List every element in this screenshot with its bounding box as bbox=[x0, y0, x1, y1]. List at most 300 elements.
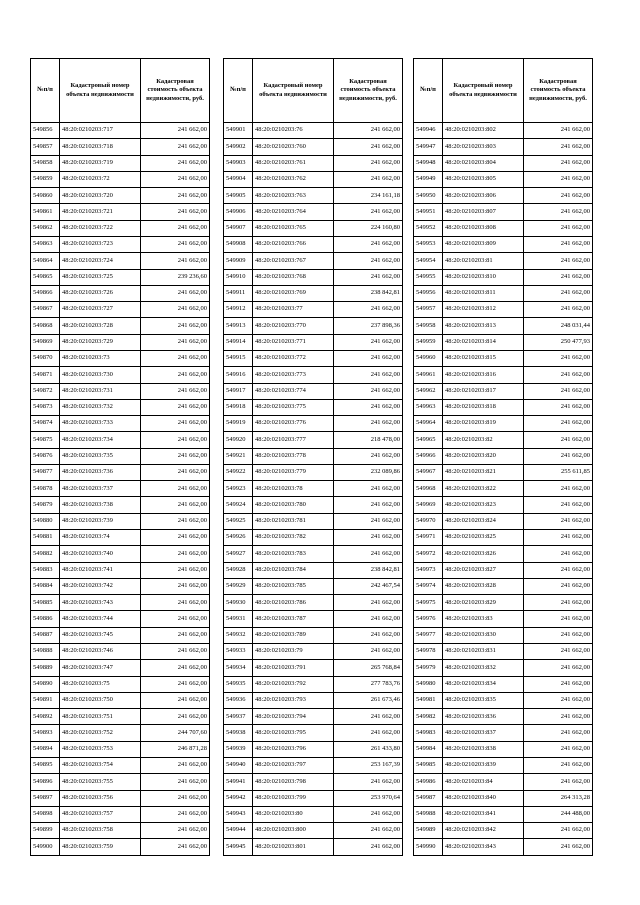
cadastral-number: 48:20:0210203:841 bbox=[443, 806, 524, 822]
cadastral-value: 238 842,81 bbox=[334, 562, 403, 578]
row-number: 549868 bbox=[31, 318, 60, 334]
row-number: 549926 bbox=[224, 530, 253, 546]
row-number: 549983 bbox=[414, 725, 443, 741]
row-number: 549937 bbox=[224, 709, 253, 725]
table-header-row bbox=[31, 59, 210, 123]
row-number: 549927 bbox=[224, 546, 253, 562]
table-row bbox=[224, 806, 403, 822]
row-number: 549986 bbox=[414, 774, 443, 790]
table-row bbox=[31, 481, 210, 497]
cadastral-number: 48:20:0210203:753 bbox=[60, 741, 141, 757]
row-number: 549916 bbox=[224, 367, 253, 383]
cadastral-number: 48:20:0210203:835 bbox=[443, 692, 524, 708]
row-number: 549904 bbox=[224, 171, 253, 187]
table-row bbox=[224, 155, 403, 171]
cadastral-value: 241 662,00 bbox=[141, 757, 210, 773]
cadastral-value: 241 662,00 bbox=[334, 644, 403, 660]
cadastral-number: 48:20:0210203:717 bbox=[60, 123, 141, 139]
cadastral-number: 48:20:0210203:808 bbox=[443, 220, 524, 236]
row-number: 549945 bbox=[224, 839, 253, 855]
cadastral-value: 241 662,00 bbox=[141, 302, 210, 318]
table-row bbox=[414, 188, 593, 204]
cadastral-value: 241 662,00 bbox=[524, 285, 593, 301]
cadastral-number: 48:20:0210203:813 bbox=[443, 318, 524, 334]
table-row bbox=[414, 481, 593, 497]
cadastral-value: 241 662,00 bbox=[524, 627, 593, 643]
table-row bbox=[31, 302, 210, 318]
cadastral-value: 241 662,00 bbox=[141, 236, 210, 252]
row-number: 549929 bbox=[224, 578, 253, 594]
row-number: 549976 bbox=[414, 611, 443, 627]
cadastral-table-3 bbox=[413, 58, 593, 856]
table-row bbox=[224, 269, 403, 285]
cadastral-value: 241 662,00 bbox=[334, 123, 403, 139]
cadastral-value: 241 662,00 bbox=[334, 709, 403, 725]
table-row bbox=[31, 839, 210, 855]
cadastral-number: 48:20:0210203:814 bbox=[443, 334, 524, 350]
row-number: 549857 bbox=[31, 139, 60, 155]
cadastral-value: 241 662,00 bbox=[141, 644, 210, 660]
cadastral-number: 48:20:0210203:759 bbox=[60, 839, 141, 855]
table-row bbox=[224, 139, 403, 155]
cadastral-number: 48:20:0210203:722 bbox=[60, 220, 141, 236]
row-number: 549881 bbox=[31, 530, 60, 546]
row-number: 549864 bbox=[31, 253, 60, 269]
cadastral-value: 241 662,00 bbox=[334, 269, 403, 285]
row-number: 549913 bbox=[224, 318, 253, 334]
header-cadastral-number: Кадастровый номер объекта недвижимости bbox=[443, 59, 524, 123]
table-row bbox=[414, 530, 593, 546]
row-number: 549990 bbox=[414, 839, 443, 855]
cadastral-number: 48:20:0210203:721 bbox=[60, 204, 141, 220]
row-number: 549877 bbox=[31, 464, 60, 480]
row-number: 549965 bbox=[414, 432, 443, 448]
cadastral-number: 48:20:0210203:803 bbox=[443, 139, 524, 155]
cadastral-number: 48:20:0210203:781 bbox=[253, 513, 334, 529]
table-row bbox=[414, 350, 593, 366]
table-row bbox=[414, 448, 593, 464]
cadastral-value: 241 662,00 bbox=[141, 530, 210, 546]
cadastral-number: 48:20:0210203:806 bbox=[443, 188, 524, 204]
cadastral-value: 241 662,00 bbox=[141, 416, 210, 432]
row-number: 549867 bbox=[31, 302, 60, 318]
cadastral-value: 241 662,00 bbox=[524, 611, 593, 627]
table-row bbox=[414, 595, 593, 611]
cadastral-value: 241 662,00 bbox=[524, 546, 593, 562]
row-number: 549951 bbox=[414, 204, 443, 220]
table-row bbox=[414, 790, 593, 806]
cadastral-value: 241 662,00 bbox=[141, 123, 210, 139]
header-cadastral-value: Кадастровая стоимость объекта недвижимости, руб. bbox=[334, 59, 403, 123]
row-number: 549972 bbox=[414, 546, 443, 562]
table-row bbox=[414, 660, 593, 676]
cadastral-value: 241 662,00 bbox=[141, 497, 210, 513]
row-number: 549935 bbox=[224, 676, 253, 692]
cadastral-number: 48:20:0210203:807 bbox=[443, 204, 524, 220]
table-row bbox=[31, 611, 210, 627]
cadastral-number: 48:20:0210203:730 bbox=[60, 367, 141, 383]
table-row bbox=[31, 725, 210, 741]
cadastral-value: 241 662,00 bbox=[524, 399, 593, 415]
cadastral-value: 238 842,81 bbox=[334, 285, 403, 301]
row-number: 549873 bbox=[31, 399, 60, 415]
row-number: 549955 bbox=[414, 269, 443, 285]
row-number: 549947 bbox=[414, 139, 443, 155]
cadastral-number: 48:20:0210203:724 bbox=[60, 253, 141, 269]
cadastral-number: 48:20:0210203:73 bbox=[60, 350, 141, 366]
table-row bbox=[224, 530, 403, 546]
cadastral-number: 48:20:0210203:801 bbox=[253, 839, 334, 855]
cadastral-value: 241 662,00 bbox=[524, 562, 593, 578]
table-row bbox=[31, 676, 210, 692]
cadastral-value: 241 662,00 bbox=[524, 481, 593, 497]
table-row bbox=[31, 595, 210, 611]
row-number: 549982 bbox=[414, 709, 443, 725]
cadastral-number: 48:20:0210203:718 bbox=[60, 139, 141, 155]
row-number: 549893 bbox=[31, 725, 60, 741]
row-number: 549959 bbox=[414, 334, 443, 350]
cadastral-number: 48:20:0210203:799 bbox=[253, 790, 334, 806]
row-number: 549914 bbox=[224, 334, 253, 350]
cadastral-number: 48:20:0210203:779 bbox=[253, 464, 334, 480]
table-row bbox=[224, 350, 403, 366]
table-row bbox=[224, 595, 403, 611]
row-number: 549909 bbox=[224, 253, 253, 269]
cadastral-value: 241 662,00 bbox=[141, 660, 210, 676]
table-row bbox=[224, 741, 403, 757]
table-row bbox=[224, 578, 403, 594]
cadastral-number: 48:20:0210203:83 bbox=[443, 611, 524, 627]
row-number: 549906 bbox=[224, 204, 253, 220]
table-row bbox=[31, 774, 210, 790]
cadastral-value: 241 662,00 bbox=[141, 595, 210, 611]
row-number: 549870 bbox=[31, 350, 60, 366]
row-number: 549865 bbox=[31, 269, 60, 285]
cadastral-number: 48:20:0210203:769 bbox=[253, 285, 334, 301]
cadastral-value: 246 871,28 bbox=[141, 741, 210, 757]
row-number: 549941 bbox=[224, 774, 253, 790]
cadastral-number: 48:20:0210203:719 bbox=[60, 155, 141, 171]
cadastral-number: 48:20:0210203:772 bbox=[253, 350, 334, 366]
cadastral-value: 241 662,00 bbox=[334, 725, 403, 741]
table-row bbox=[31, 334, 210, 350]
row-number: 549940 bbox=[224, 757, 253, 773]
cadastral-value: 241 662,00 bbox=[141, 790, 210, 806]
row-number: 549869 bbox=[31, 334, 60, 350]
cadastral-value: 241 662,00 bbox=[524, 204, 593, 220]
cadastral-value: 241 662,00 bbox=[141, 367, 210, 383]
cadastral-number: 48:20:0210203:783 bbox=[253, 546, 334, 562]
cadastral-value: 241 662,00 bbox=[524, 432, 593, 448]
cadastral-value: 241 662,00 bbox=[524, 595, 593, 611]
row-number: 549912 bbox=[224, 302, 253, 318]
table-row bbox=[224, 823, 403, 839]
cadastral-value: 241 662,00 bbox=[141, 464, 210, 480]
cadastral-number: 48:20:0210203:820 bbox=[443, 448, 524, 464]
cadastral-number: 48:20:0210203:791 bbox=[253, 660, 334, 676]
cadastral-number: 48:20:0210203:828 bbox=[443, 578, 524, 594]
cadastral-value: 241 662,00 bbox=[141, 578, 210, 594]
cadastral-value: 241 662,00 bbox=[334, 546, 403, 562]
cadastral-number: 48:20:0210203:798 bbox=[253, 774, 334, 790]
table-row bbox=[31, 464, 210, 480]
table-row bbox=[31, 790, 210, 806]
cadastral-value: 241 662,00 bbox=[334, 399, 403, 415]
table-row bbox=[224, 334, 403, 350]
row-number: 549977 bbox=[414, 627, 443, 643]
cadastral-value: 241 662,00 bbox=[524, 725, 593, 741]
cadastral-value: 241 662,00 bbox=[334, 383, 403, 399]
row-number: 549958 bbox=[414, 318, 443, 334]
cadastral-number: 48:20:0210203:762 bbox=[253, 171, 334, 187]
cadastral-number: 48:20:0210203:746 bbox=[60, 644, 141, 660]
row-number: 549979 bbox=[414, 660, 443, 676]
cadastral-number: 48:20:0210203:795 bbox=[253, 725, 334, 741]
row-number: 549872 bbox=[31, 383, 60, 399]
cadastral-number: 48:20:0210203:774 bbox=[253, 383, 334, 399]
cadastral-value: 241 662,00 bbox=[334, 595, 403, 611]
table-row bbox=[414, 806, 593, 822]
row-number: 549954 bbox=[414, 253, 443, 269]
cadastral-value: 241 662,00 bbox=[141, 350, 210, 366]
table-row bbox=[31, 350, 210, 366]
header-number: №п/п bbox=[31, 59, 60, 123]
table-row bbox=[414, 383, 593, 399]
cadastral-value: 241 662,00 bbox=[334, 530, 403, 546]
row-number: 549930 bbox=[224, 595, 253, 611]
table-row bbox=[31, 204, 210, 220]
cadastral-number: 48:20:0210203:812 bbox=[443, 302, 524, 318]
cadastral-number: 48:20:0210203:731 bbox=[60, 383, 141, 399]
cadastral-number: 48:20:0210203:829 bbox=[443, 595, 524, 611]
row-number: 549978 bbox=[414, 644, 443, 660]
table-row bbox=[31, 660, 210, 676]
row-number: 549901 bbox=[224, 123, 253, 139]
cadastral-number: 48:20:0210203:825 bbox=[443, 530, 524, 546]
table-row bbox=[414, 220, 593, 236]
row-number: 549903 bbox=[224, 155, 253, 171]
cadastral-value: 241 662,00 bbox=[524, 497, 593, 513]
cadastral-value: 265 768,84 bbox=[334, 660, 403, 676]
table-row bbox=[224, 123, 403, 139]
cadastral-number: 48:20:0210203:752 bbox=[60, 725, 141, 741]
row-number: 549861 bbox=[31, 204, 60, 220]
cadastral-value: 241 662,00 bbox=[334, 302, 403, 318]
table-row bbox=[414, 171, 593, 187]
row-number: 549888 bbox=[31, 644, 60, 660]
cadastral-number: 48:20:0210203:727 bbox=[60, 302, 141, 318]
cadastral-number: 48:20:0210203:725 bbox=[60, 269, 141, 285]
cadastral-number: 48:20:0210203:732 bbox=[60, 399, 141, 415]
cadastral-value: 241 662,00 bbox=[524, 644, 593, 660]
table-row bbox=[224, 236, 403, 252]
cadastral-number: 48:20:0210203:824 bbox=[443, 513, 524, 529]
table-row bbox=[224, 204, 403, 220]
table-row bbox=[414, 464, 593, 480]
row-number: 549943 bbox=[224, 806, 253, 822]
table-row bbox=[224, 302, 403, 318]
cadastral-value: 241 662,00 bbox=[141, 806, 210, 822]
table-row bbox=[414, 253, 593, 269]
row-number: 549984 bbox=[414, 741, 443, 757]
row-number: 549971 bbox=[414, 530, 443, 546]
row-number: 549902 bbox=[224, 139, 253, 155]
row-number: 549931 bbox=[224, 611, 253, 627]
cadastral-number: 48:20:0210203:796 bbox=[253, 741, 334, 757]
cadastral-number: 48:20:0210203:839 bbox=[443, 757, 524, 773]
row-number: 549964 bbox=[414, 416, 443, 432]
table-row bbox=[414, 139, 593, 155]
row-number: 549925 bbox=[224, 513, 253, 529]
table-row bbox=[31, 416, 210, 432]
cadastral-value: 241 662,00 bbox=[524, 350, 593, 366]
row-number: 549876 bbox=[31, 448, 60, 464]
cadastral-number: 48:20:0210203:733 bbox=[60, 416, 141, 432]
row-number: 549896 bbox=[31, 774, 60, 790]
table-row bbox=[31, 741, 210, 757]
row-number: 549918 bbox=[224, 399, 253, 415]
cadastral-value: 241 662,00 bbox=[524, 253, 593, 269]
cadastral-value: 244 488,00 bbox=[524, 806, 593, 822]
cadastral-value: 241 662,00 bbox=[524, 757, 593, 773]
cadastral-value: 241 662,00 bbox=[141, 171, 210, 187]
row-number: 549985 bbox=[414, 757, 443, 773]
row-number: 549938 bbox=[224, 725, 253, 741]
cadastral-number: 48:20:0210203:843 bbox=[443, 839, 524, 855]
cadastral-number: 48:20:0210203:735 bbox=[60, 448, 141, 464]
cadastral-value: 248 031,44 bbox=[524, 318, 593, 334]
cadastral-number: 48:20:0210203:777 bbox=[253, 432, 334, 448]
cadastral-number: 48:20:0210203:826 bbox=[443, 546, 524, 562]
row-number: 549921 bbox=[224, 448, 253, 464]
cadastral-number: 48:20:0210203:754 bbox=[60, 757, 141, 773]
table-row bbox=[224, 253, 403, 269]
table-row bbox=[224, 383, 403, 399]
cadastral-value: 253 970,64 bbox=[334, 790, 403, 806]
cadastral-value: 242 467,54 bbox=[334, 578, 403, 594]
cadastral-value: 241 662,00 bbox=[524, 416, 593, 432]
table-row bbox=[31, 269, 210, 285]
cadastral-number: 48:20:0210203:743 bbox=[60, 595, 141, 611]
table-row bbox=[414, 823, 593, 839]
cadastral-number: 48:20:0210203:810 bbox=[443, 269, 524, 285]
cadastral-number: 48:20:0210203:763 bbox=[253, 188, 334, 204]
row-number: 549889 bbox=[31, 660, 60, 676]
cadastral-value: 241 662,00 bbox=[524, 269, 593, 285]
table-row bbox=[224, 220, 403, 236]
cadastral-number: 48:20:0210203:80 bbox=[253, 806, 334, 822]
cadastral-number: 48:20:0210203:771 bbox=[253, 334, 334, 350]
table-row bbox=[414, 562, 593, 578]
table-row bbox=[224, 481, 403, 497]
table-row bbox=[31, 155, 210, 171]
cadastral-number: 48:20:0210203:750 bbox=[60, 692, 141, 708]
cadastral-value: 241 662,00 bbox=[334, 823, 403, 839]
cadastral-value: 241 662,00 bbox=[334, 627, 403, 643]
row-number: 549915 bbox=[224, 350, 253, 366]
table-row bbox=[31, 171, 210, 187]
table-row bbox=[414, 839, 593, 855]
cadastral-value: 241 662,00 bbox=[141, 399, 210, 415]
header-number: №п/п bbox=[224, 59, 253, 123]
cadastral-value: 241 662,00 bbox=[334, 416, 403, 432]
row-number: 549886 bbox=[31, 611, 60, 627]
cadastral-value: 241 662,00 bbox=[524, 530, 593, 546]
table-row bbox=[224, 416, 403, 432]
table-row bbox=[414, 318, 593, 334]
table-row bbox=[224, 448, 403, 464]
row-number: 549911 bbox=[224, 285, 253, 301]
cadastral-number: 48:20:0210203:770 bbox=[253, 318, 334, 334]
cadastral-value: 241 662,00 bbox=[524, 578, 593, 594]
table-row bbox=[224, 774, 403, 790]
table-row bbox=[224, 709, 403, 725]
table-row bbox=[414, 236, 593, 252]
cadastral-value: 241 662,00 bbox=[334, 334, 403, 350]
table-row bbox=[224, 399, 403, 415]
cadastral-number: 48:20:0210203:817 bbox=[443, 383, 524, 399]
row-number: 549880 bbox=[31, 513, 60, 529]
table-row bbox=[224, 676, 403, 692]
table-row bbox=[31, 318, 210, 334]
cadastral-value: 241 662,00 bbox=[524, 302, 593, 318]
table-row bbox=[31, 530, 210, 546]
table-row bbox=[224, 285, 403, 301]
cadastral-table-1 bbox=[30, 58, 210, 856]
cadastral-value: 241 662,00 bbox=[141, 220, 210, 236]
cadastral-number: 48:20:0210203:758 bbox=[60, 823, 141, 839]
cadastral-value: 241 662,00 bbox=[334, 350, 403, 366]
row-number: 549942 bbox=[224, 790, 253, 806]
cadastral-value: 224 160,80 bbox=[334, 220, 403, 236]
cadastral-value: 241 662,00 bbox=[334, 236, 403, 252]
cadastral-number: 48:20:0210203:74 bbox=[60, 530, 141, 546]
table-row bbox=[414, 611, 593, 627]
row-number: 549923 bbox=[224, 481, 253, 497]
cadastral-value: 241 662,00 bbox=[141, 334, 210, 350]
table-row bbox=[31, 757, 210, 773]
cadastral-number: 48:20:0210203:805 bbox=[443, 171, 524, 187]
table-row bbox=[414, 725, 593, 741]
cadastral-value: 241 662,00 bbox=[334, 611, 403, 627]
table-row bbox=[414, 285, 593, 301]
cadastral-number: 48:20:0210203:766 bbox=[253, 236, 334, 252]
cadastral-number: 48:20:0210203:755 bbox=[60, 774, 141, 790]
cadastral-value: 241 662,00 bbox=[524, 220, 593, 236]
row-number: 549879 bbox=[31, 497, 60, 513]
cadastral-value: 241 662,00 bbox=[141, 204, 210, 220]
cadastral-number: 48:20:0210203:819 bbox=[443, 416, 524, 432]
cadastral-value: 241 662,00 bbox=[334, 448, 403, 464]
cadastral-number: 48:20:0210203:800 bbox=[253, 823, 334, 839]
cadastral-value: 241 662,00 bbox=[334, 839, 403, 855]
table-row bbox=[414, 204, 593, 220]
cadastral-value: 241 662,00 bbox=[141, 692, 210, 708]
header-number: №п/п bbox=[414, 59, 443, 123]
cadastral-value: 241 662,00 bbox=[141, 481, 210, 497]
cadastral-number: 48:20:0210203:734 bbox=[60, 432, 141, 448]
cadastral-value: 241 662,00 bbox=[141, 546, 210, 562]
cadastral-value: 241 662,00 bbox=[524, 676, 593, 692]
cadastral-number: 48:20:0210203:823 bbox=[443, 497, 524, 513]
table-row bbox=[414, 741, 593, 757]
row-number: 549863 bbox=[31, 236, 60, 252]
table-row bbox=[31, 139, 210, 155]
cadastral-number: 48:20:0210203:809 bbox=[443, 236, 524, 252]
header-cadastral-number: Кадастровый номер объекта недвижимости bbox=[60, 59, 141, 123]
cadastral-number: 48:20:0210203:751 bbox=[60, 709, 141, 725]
table-row bbox=[31, 285, 210, 301]
